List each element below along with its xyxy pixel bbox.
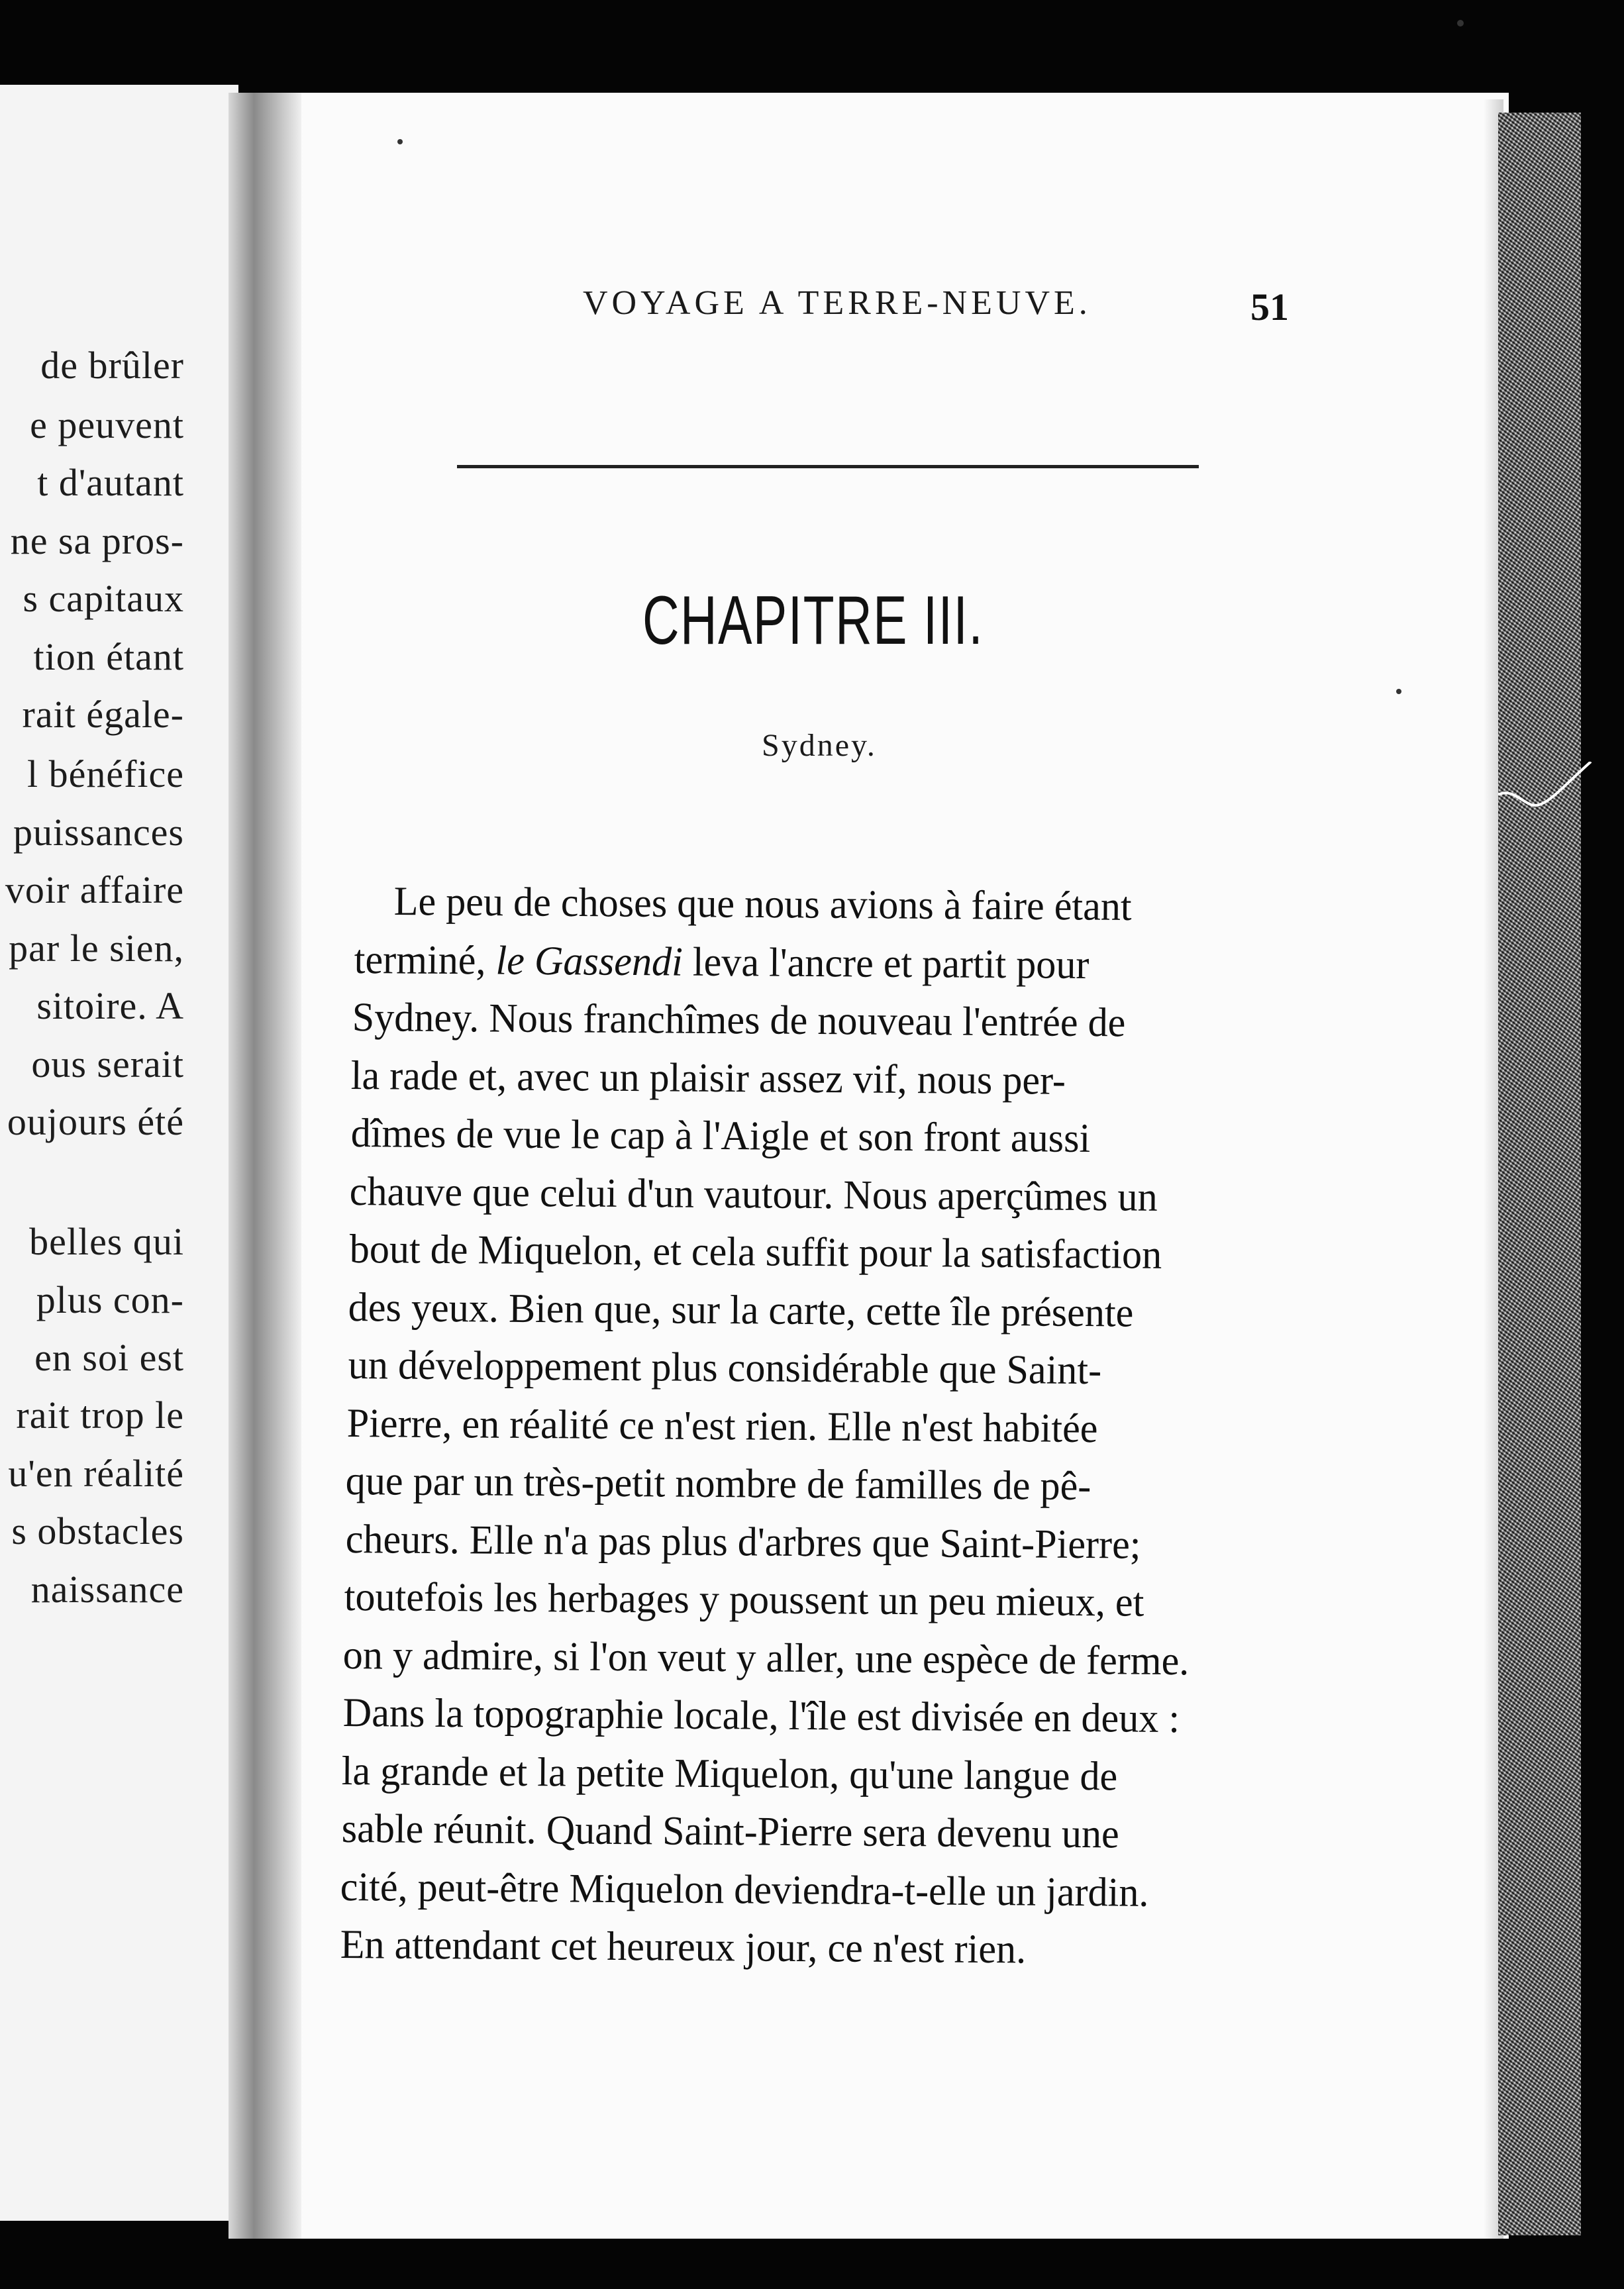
left-page-line: u'en réalité	[8, 1452, 184, 1495]
body-line: bout de Miquelon, et cela suffit pour la satisfaction	[349, 1227, 1162, 1278]
previous-page-fragment	[0, 85, 238, 2221]
body-line: Sydney. Nous franchîmes de nouveau l'entrée de	[352, 995, 1126, 1046]
left-page-line: rait trop le	[16, 1394, 184, 1437]
body-line: Pierre, en réalité ce n'est rien. Elle n'est habitée	[346, 1401, 1098, 1452]
left-page-line: plus con-	[36, 1278, 184, 1321]
body-line: cité, peut-être Miquelon deviendra-t-elle un jardin.	[340, 1864, 1149, 1915]
chapter-subtitle: Sydney.	[762, 728, 877, 763]
left-page-line: de brûler	[40, 344, 184, 387]
body-line	[354, 939, 1090, 986]
left-page-line: voir affaire	[5, 868, 184, 911]
body-line: que par un très-petit nombre de familles de pê-	[345, 1458, 1091, 1509]
left-page-line: s obstacles	[11, 1509, 184, 1552]
speck	[1457, 20, 1464, 26]
body-line: En attendant cet heureux jour, ce n'est rien.	[340, 1922, 1027, 1972]
gutter-shadow	[228, 93, 301, 2239]
body-line: un développement plus considérable que Saint-	[348, 1343, 1102, 1394]
body-text-segment: terminé,	[354, 937, 486, 984]
left-page-line: l bénéfice	[26, 752, 184, 795]
left-page-line: en soi est	[34, 1336, 184, 1379]
left-page-line: s capitaux	[23, 577, 184, 620]
chapter-rule	[457, 465, 1199, 468]
body-line: des yeux. Bien que, sur la carte, cette île présente	[348, 1285, 1134, 1336]
ship-name: le Gassendi	[495, 938, 684, 985]
body-line: dîmes de vue le cap à l'Aigle et son front aussi	[350, 1111, 1091, 1162]
left-page-line: par le sien,	[9, 927, 184, 970]
body-line: la grande et la petite Miquelon, qu'une langue de	[341, 1749, 1118, 1800]
body-line: on y admire, si l'on veut y aller, une espèce de ferme.	[342, 1633, 1190, 1684]
body-line: toutefois les herbages y poussent un peu mieux, et	[344, 1574, 1144, 1625]
left-page-line: tion étant	[33, 635, 184, 678]
left-page-line: oujours été	[7, 1100, 184, 1143]
chapter-title: CHAPITRE III.	[642, 582, 984, 659]
left-page-line: ous serait	[31, 1043, 184, 1086]
body-line: chauve que celui d'un vautour. Nous aperçûmes un	[349, 1169, 1158, 1220]
speck	[397, 139, 403, 144]
left-page-line: rait égale-	[22, 693, 184, 736]
body-line: Le peu de choses que nous avions à faire étant	[393, 879, 1132, 930]
left-page-line: naissance	[30, 1568, 184, 1611]
body-line: sable réunit. Quand Saint-Pierre sera devenu une	[341, 1806, 1119, 1857]
left-page-line: t d'autant	[37, 461, 184, 504]
left-page-line: belles qui	[29, 1220, 184, 1263]
left-page-line: puissances	[13, 811, 184, 854]
book-page	[272, 93, 1509, 2239]
running-head: VOYAGE A TERRE-NEUVE.	[583, 284, 1091, 322]
body-line: Dans la topographie locale, l'île est divisée en deux :	[342, 1690, 1180, 1742]
body-text-segment: leva l'ancre et partit pour	[692, 939, 1090, 988]
body-line: la rade et, avec un plaisir assez vif, nous per-	[350, 1053, 1066, 1103]
scratch-mark	[1498, 762, 1604, 821]
page-edge-strip	[1498, 113, 1581, 2235]
left-page-line: sitoire. A	[36, 984, 184, 1027]
speck	[1396, 689, 1401, 694]
left-page-line: e peuvent	[30, 403, 184, 446]
left-page-line: ne sa pros-	[10, 519, 184, 562]
body-line: cheurs. Elle n'a pas plus d'arbres que Saint-Pierre;	[345, 1517, 1141, 1568]
page-number: 51	[1250, 285, 1289, 329]
